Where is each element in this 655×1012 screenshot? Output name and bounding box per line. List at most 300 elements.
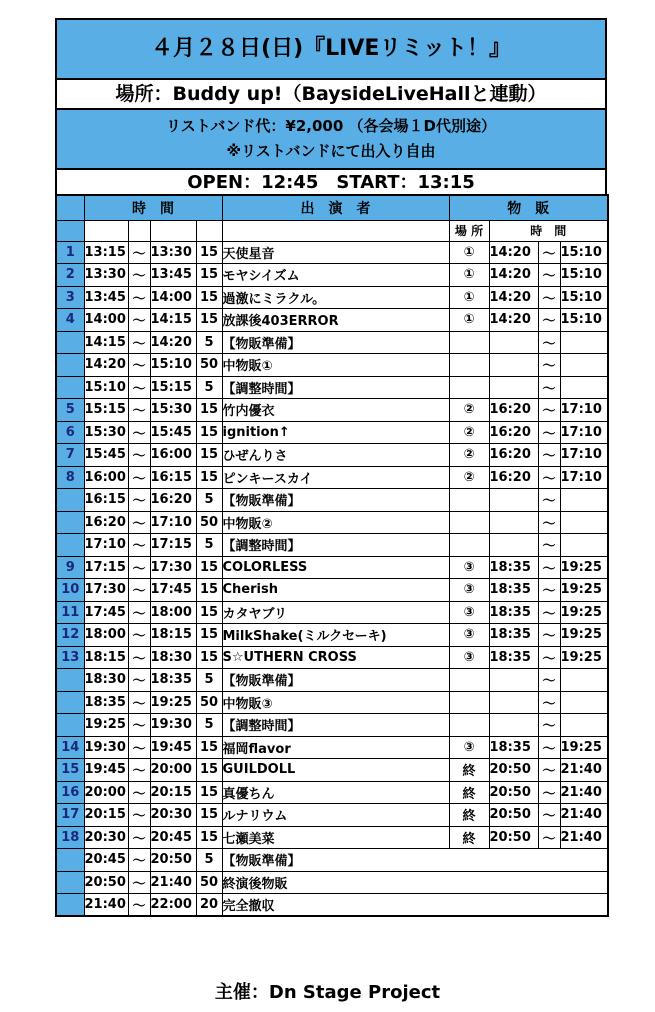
start-time: 17:10: [84, 534, 128, 557]
merch-start: 20:50: [489, 826, 538, 849]
duration: 5: [196, 376, 222, 399]
merch-place: ③: [449, 646, 489, 669]
venue-line: 場所：Buddy up!（BaysideLiveHallと連動）: [55, 78, 607, 108]
performer-name: S☆UTHERN CROSS: [222, 646, 449, 669]
merch-end: 19:25: [560, 624, 608, 647]
sub-header-row: [56, 220, 608, 241]
table-row: [56, 286, 608, 309]
end-time: 20:50: [150, 849, 196, 872]
duration: 5: [196, 849, 222, 872]
merch-place: ③: [449, 579, 489, 602]
merch-end: 15:10: [560, 264, 608, 287]
start-time: 20:45: [84, 849, 128, 872]
merch-separator: ～: [538, 534, 560, 557]
end-time: 20:00: [150, 759, 196, 782]
merch-place: ②: [449, 399, 489, 422]
merch-place: ①: [449, 286, 489, 309]
merch-place: [449, 669, 489, 692]
merch-place: ③: [449, 736, 489, 759]
merch-end: 15:10: [560, 241, 608, 264]
merch-end: 19:25: [560, 601, 608, 624]
table-row: [56, 714, 608, 737]
table-row: [56, 624, 608, 647]
merch-start: 14:20: [489, 264, 538, 287]
start-time: 17:30: [84, 579, 128, 602]
performer-name: 福岡flavor: [222, 736, 449, 759]
time-separator: ～: [128, 376, 150, 399]
row-number: [56, 691, 84, 714]
time-separator: ～: [128, 826, 150, 849]
merch-end: [560, 331, 608, 354]
start-time: 15:45: [84, 444, 128, 467]
time-separator: ～: [128, 804, 150, 827]
end-time: 20:45: [150, 826, 196, 849]
table-row: [56, 241, 608, 264]
row-number: 16: [56, 781, 84, 804]
start-time: 20:50: [84, 871, 128, 894]
duration: 5: [196, 489, 222, 512]
start-time: 15:15: [84, 399, 128, 422]
table-row: [56, 849, 608, 872]
merch-separator: ～: [538, 624, 560, 647]
merch-start: 18:35: [489, 624, 538, 647]
merch-start: [489, 376, 538, 399]
merch-start: 14:20: [489, 286, 538, 309]
duration: 50: [196, 354, 222, 377]
wristband-price: リストバンド代：¥2,000 （各会場１D代別途）: [166, 117, 496, 135]
merch-separator: ～: [538, 444, 560, 467]
merch-separator: ～: [538, 601, 560, 624]
table-row: [56, 781, 608, 804]
table-row: [56, 736, 608, 759]
row-number: 15: [56, 759, 84, 782]
row-number: [56, 331, 84, 354]
start-time: 13:30: [84, 264, 128, 287]
end-time: 20:15: [150, 781, 196, 804]
merch-separator: ～: [538, 691, 560, 714]
merch-place: ③: [449, 601, 489, 624]
table-row: [56, 579, 608, 602]
end-time: 20:30: [150, 804, 196, 827]
merch-place: 終: [449, 826, 489, 849]
merch-separator: ～: [538, 286, 560, 309]
merch-place: [449, 331, 489, 354]
duration: 5: [196, 331, 222, 354]
start-time: 15:10: [84, 376, 128, 399]
start-time: 19:30: [84, 736, 128, 759]
merch-place: ①: [449, 309, 489, 332]
organizer-footer: 主催：Dn Stage Project: [214, 982, 441, 1003]
merch-start: 18:35: [489, 646, 538, 669]
row-number: [56, 376, 84, 399]
duration: 15: [196, 804, 222, 827]
end-time: 14:15: [150, 309, 196, 332]
merch-start: [489, 534, 538, 557]
merch-separator: ～: [538, 804, 560, 827]
table-row: [56, 331, 608, 354]
end-time: 17:10: [150, 511, 196, 534]
start-time: 16:20: [84, 511, 128, 534]
merch-start: 16:20: [489, 444, 538, 467]
duration: 15: [196, 556, 222, 579]
end-time: 15:10: [150, 354, 196, 377]
wristband-info: [55, 108, 607, 168]
start-time: 19:25: [84, 714, 128, 737]
start-time: 18:00: [84, 624, 128, 647]
table-row: [56, 871, 608, 894]
merch-start: [489, 669, 538, 692]
merch-start: [489, 691, 538, 714]
merch-end: [560, 714, 608, 737]
row-number: 17: [56, 804, 84, 827]
sub-header-place: 場 所: [449, 220, 489, 241]
start-time: 20:00: [84, 781, 128, 804]
row-number: [56, 511, 84, 534]
row-number: [56, 714, 84, 737]
sub-header-merch-time: 時 間: [489, 220, 608, 241]
table-row: [56, 354, 608, 377]
duration: 5: [196, 669, 222, 692]
merch-separator: ～: [538, 579, 560, 602]
end-time: 15:45: [150, 421, 196, 444]
performer-name: GUILDOLL: [222, 759, 449, 782]
start-time: 20:15: [84, 804, 128, 827]
end-time: 18:35: [150, 669, 196, 692]
duration: 15: [196, 309, 222, 332]
duration: 5: [196, 714, 222, 737]
table-row: [56, 376, 608, 399]
merch-separator: ～: [538, 376, 560, 399]
merch-place: ①: [449, 241, 489, 264]
merch-separator: ～: [538, 264, 560, 287]
end-time: 14:00: [150, 286, 196, 309]
performer-name: 七瀬美菜: [222, 826, 449, 849]
time-separator: ～: [128, 691, 150, 714]
merch-separator: ～: [538, 714, 560, 737]
end-time: 13:45: [150, 264, 196, 287]
start-time: 14:20: [84, 354, 128, 377]
merch-place: [449, 354, 489, 377]
time-separator: ～: [128, 331, 150, 354]
merch-end: 15:10: [560, 309, 608, 332]
merch-start: 18:35: [489, 601, 538, 624]
start-time: 16:00: [84, 466, 128, 489]
end-time: 14:20: [150, 331, 196, 354]
time-separator: ～: [128, 759, 150, 782]
row-number: 2: [56, 264, 84, 287]
row-number: [56, 669, 84, 692]
start-time: 14:00: [84, 309, 128, 332]
end-time: 19:45: [150, 736, 196, 759]
duration: 15: [196, 579, 222, 602]
performer-name: 中物販①: [222, 354, 449, 377]
merch-start: 16:20: [489, 399, 538, 422]
merch-end: 19:25: [560, 556, 608, 579]
merch-separator: ～: [538, 556, 560, 579]
merch-end: 15:10: [560, 286, 608, 309]
time-separator: ～: [128, 489, 150, 512]
start-time: 13:45: [84, 286, 128, 309]
merch-end: 21:40: [560, 804, 608, 827]
row-number: 13: [56, 646, 84, 669]
table-row: [56, 511, 608, 534]
merch-start: 20:50: [489, 781, 538, 804]
time-separator: ～: [128, 894, 150, 917]
merch-place: ②: [449, 444, 489, 467]
end-time: 15:30: [150, 399, 196, 422]
merch-place: [449, 489, 489, 512]
performer-name: 天使星音: [222, 241, 449, 264]
duration: 15: [196, 466, 222, 489]
end-time: 18:15: [150, 624, 196, 647]
merch-separator: ～: [538, 646, 560, 669]
merch-separator: ～: [538, 421, 560, 444]
duration: 20: [196, 894, 222, 917]
row-number: 18: [56, 826, 84, 849]
table-row: [56, 759, 608, 782]
merch-place: ②: [449, 421, 489, 444]
performer-name: 過激にミラクル。: [222, 286, 449, 309]
time-separator: ～: [128, 871, 150, 894]
open-start-times: OPEN：12:45 START：13:15: [55, 168, 607, 194]
duration: 15: [196, 601, 222, 624]
table-row: [56, 489, 608, 512]
table-row: [56, 804, 608, 827]
duration: 15: [196, 826, 222, 849]
merch-start: 18:35: [489, 736, 538, 759]
table-row: [56, 646, 608, 669]
performer-name: 【物販準備】: [222, 331, 449, 354]
merch-end: 17:10: [560, 444, 608, 467]
merch-start: 14:20: [489, 309, 538, 332]
wristband-note: ※リストバンドにて出入り自由: [226, 142, 436, 160]
performer-name: 【調整時間】: [222, 376, 449, 399]
merch-separator: ～: [538, 489, 560, 512]
time-separator: ～: [128, 781, 150, 804]
merch-end: [560, 354, 608, 377]
merch-place: [449, 511, 489, 534]
duration: 15: [196, 399, 222, 422]
duration: 15: [196, 421, 222, 444]
merch-start: [489, 511, 538, 534]
table-row: [56, 264, 608, 287]
merch-end: [560, 376, 608, 399]
row-number: [56, 354, 84, 377]
time-separator: ～: [128, 286, 150, 309]
start-time: 21:40: [84, 894, 128, 917]
start-time: 18:15: [84, 646, 128, 669]
merch-place: ③: [449, 556, 489, 579]
merch-start: 18:35: [489, 556, 538, 579]
table-row: [56, 601, 608, 624]
time-separator: ～: [128, 534, 150, 557]
merch-end: 19:25: [560, 646, 608, 669]
header-num: [56, 195, 84, 220]
row-number: [56, 534, 84, 557]
duration: 15: [196, 286, 222, 309]
header-time: 時 間: [84, 195, 222, 220]
schedule-table: [55, 194, 609, 917]
end-time: 17:30: [150, 556, 196, 579]
end-time: 17:15: [150, 534, 196, 557]
merch-start: [489, 714, 538, 737]
merch-separator: ～: [538, 826, 560, 849]
performer-name: 【物販準備】: [222, 849, 608, 872]
table-row: [56, 534, 608, 557]
merch-place: 終: [449, 804, 489, 827]
merch-end: [560, 489, 608, 512]
end-time: 15:15: [150, 376, 196, 399]
merch-start: 16:20: [489, 421, 538, 444]
merch-place: [449, 714, 489, 737]
performer-name: 放課後403ERROR: [222, 309, 449, 332]
start-time: 17:15: [84, 556, 128, 579]
timetable-sheet: [55, 18, 607, 917]
performer-name: 終演後物販: [222, 871, 608, 894]
merch-start: 18:35: [489, 579, 538, 602]
performer-name: 中物販②: [222, 511, 449, 534]
merch-start: 14:20: [489, 241, 538, 264]
merch-end: 17:10: [560, 421, 608, 444]
end-time: 13:30: [150, 241, 196, 264]
merch-end: [560, 669, 608, 692]
start-time: 14:15: [84, 331, 128, 354]
performer-name: Cherish: [222, 579, 449, 602]
table-row: [56, 826, 608, 849]
time-separator: ～: [128, 646, 150, 669]
row-number: 11: [56, 601, 84, 624]
merch-place: [449, 534, 489, 557]
start-time: 19:45: [84, 759, 128, 782]
duration: 15: [196, 624, 222, 647]
end-time: 18:00: [150, 601, 196, 624]
duration: 50: [196, 871, 222, 894]
merch-separator: ～: [538, 669, 560, 692]
performer-name: ignition↑: [222, 421, 449, 444]
time-separator: ～: [128, 421, 150, 444]
row-number: 6: [56, 421, 84, 444]
performer-name: MilkShake(ミルクセーキ): [222, 624, 449, 647]
merch-place: ③: [449, 624, 489, 647]
header-merch: 物 販: [449, 195, 608, 220]
row-number: 7: [56, 444, 84, 467]
time-separator: ～: [128, 241, 150, 264]
end-time: 21:40: [150, 871, 196, 894]
merch-separator: ～: [538, 331, 560, 354]
performer-name: 【物販準備】: [222, 669, 449, 692]
row-number: 14: [56, 736, 84, 759]
merch-place: 終: [449, 781, 489, 804]
event-title: ４月２８日(日)『LIVEリミット！』: [55, 18, 607, 78]
merch-start: [489, 354, 538, 377]
start-time: 16:15: [84, 489, 128, 512]
start-time: 17:45: [84, 601, 128, 624]
merch-end: [560, 511, 608, 534]
duration: 15: [196, 264, 222, 287]
merch-separator: ～: [538, 781, 560, 804]
row-number: [56, 489, 84, 512]
merch-place: 終: [449, 759, 489, 782]
duration: 15: [196, 646, 222, 669]
end-time: 22:00: [150, 894, 196, 917]
row-number: 8: [56, 466, 84, 489]
group-header-row: [56, 195, 608, 220]
merch-separator: ～: [538, 511, 560, 534]
merch-start: 20:50: [489, 804, 538, 827]
performer-name: 完全撤収: [222, 894, 608, 917]
performer-name: ひぜんりさ: [222, 444, 449, 467]
table-row: [56, 669, 608, 692]
merch-end: [560, 534, 608, 557]
table-row: [56, 466, 608, 489]
row-number: 12: [56, 624, 84, 647]
performer-name: ピンキースカイ: [222, 466, 449, 489]
time-separator: ～: [128, 601, 150, 624]
row-number: 5: [56, 399, 84, 422]
merch-separator: ～: [538, 399, 560, 422]
row-number: [56, 871, 84, 894]
duration: 5: [196, 534, 222, 557]
time-separator: ～: [128, 849, 150, 872]
merch-start: [489, 489, 538, 512]
merch-end: 19:25: [560, 579, 608, 602]
row-number: 3: [56, 286, 84, 309]
merch-end: [560, 691, 608, 714]
merch-place: ②: [449, 466, 489, 489]
end-time: 19:25: [150, 691, 196, 714]
row-number: [56, 849, 84, 872]
start-time: 18:35: [84, 691, 128, 714]
table-row: [56, 444, 608, 467]
performer-name: カタヤブリ: [222, 601, 449, 624]
end-time: 16:15: [150, 466, 196, 489]
merch-end: 17:10: [560, 466, 608, 489]
duration: 15: [196, 759, 222, 782]
performer-name: 【物販準備】: [222, 489, 449, 512]
performer-name: ルナリウム: [222, 804, 449, 827]
performer-name: 竹内優衣: [222, 399, 449, 422]
duration: 50: [196, 511, 222, 534]
merch-separator: ～: [538, 309, 560, 332]
row-number: 9: [56, 556, 84, 579]
performer-name: 真優ちん: [222, 781, 449, 804]
end-time: 16:20: [150, 489, 196, 512]
merch-place: ①: [449, 264, 489, 287]
time-separator: ～: [128, 736, 150, 759]
duration: 15: [196, 781, 222, 804]
time-separator: ～: [128, 444, 150, 467]
merch-start: 16:20: [489, 466, 538, 489]
merch-separator: ～: [538, 466, 560, 489]
merch-end: 19:25: [560, 736, 608, 759]
end-time: 16:00: [150, 444, 196, 467]
row-number: 10: [56, 579, 84, 602]
end-time: 18:30: [150, 646, 196, 669]
start-time: 13:15: [84, 241, 128, 264]
time-separator: ～: [128, 714, 150, 737]
table-row: [56, 421, 608, 444]
merch-end: 21:40: [560, 826, 608, 849]
time-separator: ～: [128, 466, 150, 489]
merch-separator: ～: [538, 241, 560, 264]
start-time: 18:30: [84, 669, 128, 692]
end-time: 19:30: [150, 714, 196, 737]
merch-end: 21:40: [560, 781, 608, 804]
duration: 15: [196, 736, 222, 759]
merch-separator: ～: [538, 759, 560, 782]
time-separator: ～: [128, 264, 150, 287]
time-separator: ～: [128, 556, 150, 579]
